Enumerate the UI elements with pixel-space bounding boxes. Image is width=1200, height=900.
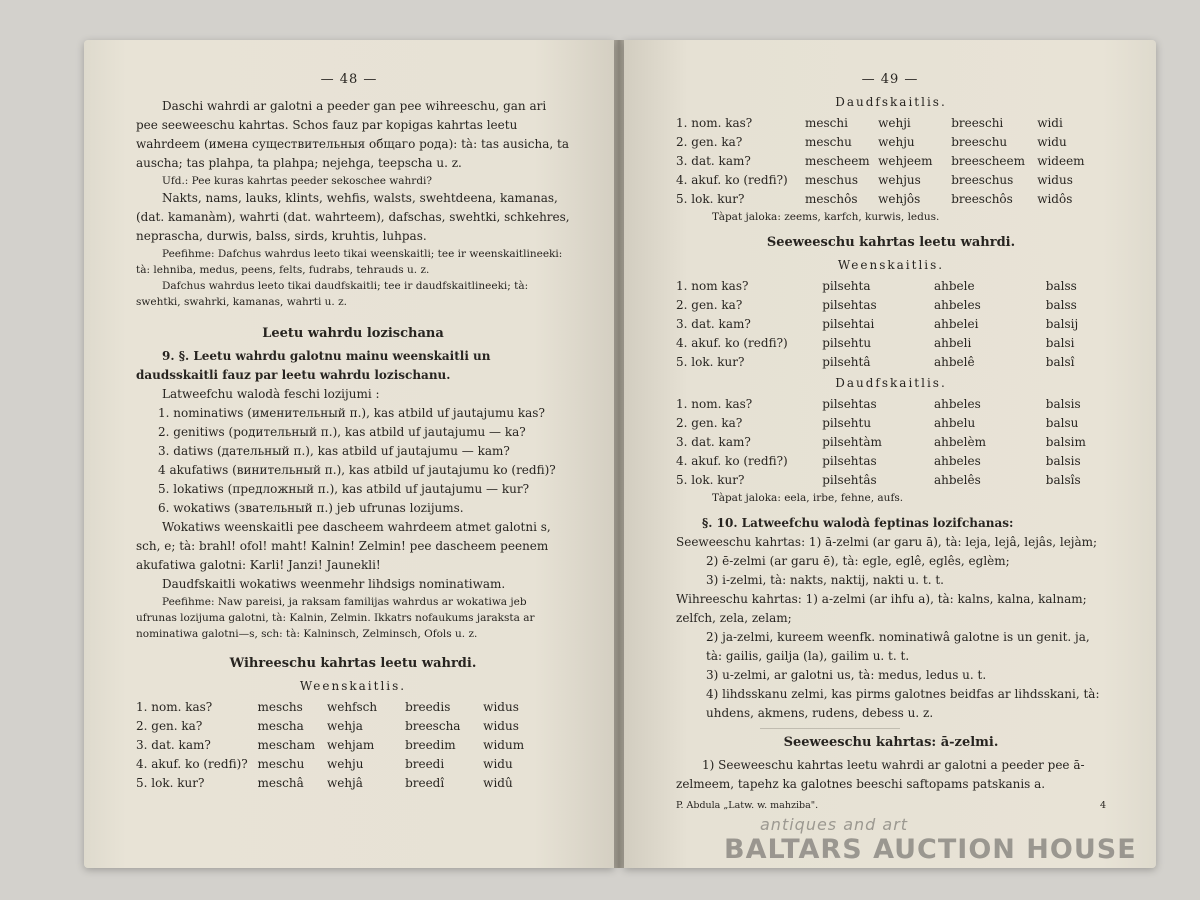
- table-cell: ahbelèm: [933, 435, 986, 449]
- table-cell: ahbelu: [933, 416, 976, 430]
- footer-citation: P. Abdula „Latw. w. mahziba".: [676, 800, 819, 811]
- table-cell: meschi: [805, 116, 848, 130]
- table-cell: 1. nom kas?: [676, 279, 749, 293]
- table-cell: balss: [1045, 298, 1077, 312]
- note-singular: Peefihme: Dafchus wahrdus leeto tikai weenskaitli; tee ir weenskaitlineeki: tà: lehniba, medus, peens, felts, fudrabs, tehrauds u. z.: [136, 248, 563, 276]
- table-cell: pilsehtu: [822, 336, 872, 350]
- table-cell: wehjôs: [878, 192, 921, 206]
- intro-paragraph: Daschi wahrdi ar galotni a peeder gan pee wihreeschu, gan ari pee seeweeschu kahrtas. Schos fauz par kopigas kahrtas leetu wahrdeem (имена существительныя общаго рода): tà: tas ausicha, ta auscha; tas plahpa, ta plahpa; nejehga, teepscha u. z.: [136, 99, 569, 170]
- table-row: [136, 698, 570, 717]
- fem-singular-table: [676, 277, 1106, 372]
- table-cell: 1. nom. kas?: [676, 116, 753, 130]
- table-cell: meschu: [805, 135, 852, 149]
- table-cell: wehfsch: [326, 700, 378, 714]
- table-cell: ahbelê: [933, 355, 975, 369]
- table-cell: breedi: [405, 757, 445, 771]
- plural-label: Daudfskaitlis.: [835, 95, 947, 109]
- table-cell: wehji: [878, 116, 911, 130]
- table-cell: meschâ: [257, 776, 304, 790]
- table-cell: ahbeles: [933, 298, 981, 312]
- table-row: [676, 433, 1106, 452]
- table-cell: 5. lok. kur?: [136, 776, 205, 790]
- table-cell: 4. akuf. ko (redfi?): [676, 336, 788, 350]
- table-cell: breescheem: [951, 154, 1025, 168]
- table-cell: balsim: [1045, 435, 1086, 449]
- table-cell: balss: [1045, 279, 1077, 293]
- table-cell: wehjeem: [878, 154, 933, 168]
- table-row: [676, 114, 1106, 133]
- table-cell: 5. lok. kur?: [676, 473, 745, 487]
- table-cell: breeschu: [951, 135, 1008, 149]
- table-row: [676, 171, 1106, 190]
- table-cell: wideem: [1037, 154, 1085, 168]
- table-cell: pilsehtâ: [822, 355, 871, 369]
- masc-example: Tàpat jaloka: zeems, karfch, kurwis, ledus.: [712, 211, 940, 223]
- table-cell: wehju: [878, 135, 915, 149]
- table-cell: pilsehtas: [822, 298, 877, 312]
- table-row: [676, 133, 1106, 152]
- table-row: [676, 296, 1106, 315]
- table-cell: widus: [483, 719, 519, 733]
- pencil-mark: [760, 698, 900, 729]
- table-row: [136, 755, 570, 774]
- cases-intro: Latweefchu walodà feschi lozijumi :: [162, 387, 380, 401]
- table-cell: widum: [483, 738, 525, 752]
- a-stem-heading: Seeweeschu kahrtas: ā-zelmi.: [783, 735, 999, 750]
- case-item: 3. datiws (дательный п.), kas atbild uf jautajumu — kam?: [158, 444, 510, 458]
- masc-group-2: 2) ja-zelmi, kureem weenfk. nominatiwâ galotne is un genit. ja, tà: gailis, gailja (la), gailim u. t. t.: [706, 630, 1090, 663]
- left-page: [84, 40, 614, 868]
- table-cell: 1. nom. kas?: [676, 397, 753, 411]
- table-cell: breedim: [405, 738, 456, 752]
- table-row: [676, 353, 1106, 372]
- table-cell: pilsehta: [822, 279, 871, 293]
- table-cell: balsî: [1045, 355, 1075, 369]
- table-cell: ahbeli: [933, 336, 972, 350]
- masc-group-4: 4) lihdsskanu zelmi, kas pirms galotnes beidfas ar lihdsskani, tà: uhdens, akmens, rudens, debess u. z.: [706, 687, 1100, 720]
- masc-heading: Wihreeschu kahrtas leetu wahrdi.: [229, 656, 477, 671]
- table-cell: balsîs: [1045, 473, 1081, 487]
- table-cell: mescha: [257, 719, 304, 733]
- table-cell: 5. lok. kur?: [676, 355, 745, 369]
- table-cell: 3. dat. kam?: [676, 154, 751, 168]
- table-cell: pilsehtâs: [822, 473, 877, 487]
- table-cell: 3. dat. kam?: [136, 738, 211, 752]
- table-cell: balsij: [1045, 317, 1079, 331]
- table-row: [136, 774, 570, 793]
- table-cell: 4. akuf. ko (redfi?): [676, 454, 788, 468]
- table-row: [136, 736, 570, 755]
- table-cell: 2. gen. ka?: [136, 719, 203, 733]
- table-cell: 4. akuf. ko (redfi?): [676, 173, 788, 187]
- case-item: 5. lokatiws (предложный п.), kas atbild uf jautajumu — kur?: [158, 482, 530, 496]
- table-cell: 4. akuf. ko (redfi)?: [136, 757, 248, 771]
- fem-group-1: Seeweeschu kahrtas: 1) ā-zelmi (ar garu ā), tà: leja, lejâ, lejâs, lejàm;: [676, 535, 1098, 549]
- table-row: [676, 315, 1106, 334]
- table-cell: 3. dat. kam?: [676, 435, 751, 449]
- fem-plural-label: Daudfskaitlis.: [835, 376, 947, 390]
- table-cell: ahbelês: [933, 473, 981, 487]
- case-item: 4 akufatiws (винительный п.), kas atbild uf jautajumu ko (redfi)?: [158, 463, 556, 477]
- table-cell: balsu: [1045, 416, 1079, 430]
- masc-plural-table: [676, 114, 1106, 209]
- table-row: [676, 190, 1106, 209]
- fem-plural-table: [676, 395, 1106, 490]
- table-cell: widu: [1037, 135, 1067, 149]
- table-cell: breedî: [405, 776, 445, 790]
- section-heading: Leetu wahrdu lozischana: [262, 326, 444, 341]
- case-list: [136, 404, 570, 518]
- table-cell: wehju: [326, 757, 364, 771]
- table-cell: balsis: [1045, 454, 1081, 468]
- table-row: [676, 452, 1106, 471]
- table-cell: widu: [483, 757, 513, 771]
- vocative-text: Wokatiws weenskaitli pee dascheem wahrdeem atmet galotni s, sch, e; tà: brahl! ofol! maht! Kalnin! Zelmin! pee dascheem peenem akufatiwa galotni: Karli! Janzi! Jaunekli!: [136, 520, 551, 572]
- masc-singular-table: [136, 698, 570, 793]
- fem-group-3: 3) i-zelmi, tà: nakts, naktij, nakti u. t. t.: [706, 573, 944, 587]
- table-cell: ahbeles: [933, 397, 981, 411]
- table-row: [676, 277, 1106, 296]
- table-cell: widû: [483, 776, 513, 790]
- watermark-tagline: antiques and art: [760, 815, 909, 834]
- page-number-left: — 48 —: [320, 72, 378, 87]
- page-number-right: — 49 —: [861, 72, 919, 87]
- exercise-question: Ufd.: Pee kuras kahrtas peeder sekoschee wahrdi?: [162, 175, 433, 187]
- word-list: Nakts, nams, lauks, klints, wehfis, walsts, swehtdeena, kamanas, (dat. kamanàm), wahrti (dat. wahrteem), dafschas, swehtki, schkehres, neprascha, durwis, balss, sirds, kruhtis, luhpas.: [136, 191, 570, 243]
- table-cell: breeschôs: [951, 192, 1013, 206]
- table-cell: balsi: [1045, 336, 1075, 350]
- table-cell: pilsehtàm: [822, 435, 882, 449]
- table-cell: widôs: [1037, 192, 1073, 206]
- case-item: 1. nominatiws (именительный п.), kas atbild uf jautajumu kas?: [158, 406, 545, 420]
- table-cell: 2. gen. ka?: [676, 298, 743, 312]
- table-cell: ahbelei: [933, 317, 979, 331]
- table-cell: breeschi: [951, 116, 1004, 130]
- plural-vocative: Daudfskaitli wokatiws weenmehr lihdsigs nominatiwam.: [162, 577, 506, 591]
- fem-singular-label: Weenskaitlis.: [837, 258, 945, 272]
- table-cell: ahbele: [933, 279, 975, 293]
- right-page: [624, 40, 1156, 868]
- table-row: [676, 414, 1106, 433]
- table-cell: breeschus: [951, 173, 1014, 187]
- table-cell: 3. dat. kam?: [676, 317, 751, 331]
- table-cell: 5. lok. kur?: [676, 192, 745, 206]
- fem-heading: Seeweeschu kahrtas leetu wahrdi.: [766, 235, 1016, 250]
- table-cell: wehjâ: [326, 776, 363, 790]
- table-cell: widi: [1037, 116, 1063, 130]
- table-row: [676, 334, 1106, 353]
- table-cell: mescheem: [805, 154, 870, 168]
- table-cell: meschs: [257, 700, 303, 714]
- a-stem-paragraph: 1) Seeweeschu kahrtas leetu wahrdi ar galotni a peeder pee ā-zelmeem, tapehz ka galotnes beeschi saftopams patskanis a.: [676, 758, 1085, 791]
- table-cell: meschu: [257, 757, 305, 771]
- table-row: [676, 471, 1106, 490]
- table-cell: wehjam: [326, 738, 375, 752]
- table-cell: mescham: [257, 738, 316, 752]
- table-cell: 2. gen. ka?: [676, 416, 743, 430]
- note-familynames: Peefihme: Naw pareisi, ja raksam familijas wahrdus ar wokatiwa jeb ufrunas lozijuma galotni, tà: Kalnin, Zelmin. Ikkatrs nofaukums jaraksta ar nominatiwa galotni—s, sch: tà: Kalninsch, Zelminsch, Ofols u. z.: [136, 596, 535, 640]
- table-cell: pilsehtu: [822, 416, 872, 430]
- table-cell: pilsehtai: [822, 317, 875, 331]
- table-cell: breedis: [405, 700, 451, 714]
- masc-group-1: Wihreeschu kahrtas: 1) a-zelmi (ar ihfu a), tà: kalns, kalna, kalnam; zelfch, zela, zelam;: [676, 592, 1087, 625]
- fem-group-2: 2) ē-zelmi (ar garu ē), tà: egle, eglê, eglês, eglèm;: [706, 554, 1010, 568]
- table-cell: wehjus: [878, 173, 921, 187]
- table-row: [136, 717, 570, 736]
- table-row: [676, 395, 1106, 414]
- table-cell: pilsehtas: [822, 397, 877, 411]
- table-cell: 2. gen. ka?: [676, 135, 743, 149]
- masc-group-3: 3) u-zelmi, ar galotni us, tà: medus, ledus u. t.: [706, 668, 987, 682]
- table-cell: balsis: [1045, 397, 1081, 411]
- paragraph-9: 9. §. Leetu wahrdu galotnu mainu weenskaitli un daudsskaitli fauz par leetu wahrdu lozischanu.: [136, 349, 491, 382]
- table-cell: ahbeles: [933, 454, 981, 468]
- singular-label: Weenskaitlis.: [299, 679, 407, 693]
- watermark-brand: BALTARS AUCTION HOUSE: [724, 834, 1137, 865]
- table-cell: wehja: [326, 719, 363, 733]
- table-cell: meschôs: [805, 192, 858, 206]
- table-row: [676, 152, 1106, 171]
- fem-example: Tàpat jaloka: eela, irbe, fehne, aufs.: [712, 492, 904, 504]
- table-cell: pilsehtas: [822, 454, 877, 468]
- table-cell: meschus: [805, 173, 858, 187]
- table-cell: 1. nom. kas?: [136, 700, 213, 714]
- table-cell: breescha: [405, 719, 461, 733]
- paragraph-10: §. 10. Latweefchu walodà feptinas lozifchanas:: [702, 516, 1014, 530]
- table-cell: widus: [483, 700, 519, 714]
- note-plural: Dafchus wahrdus leeto tikai daudfskaitli; tee ir daudfskaitlineeki; tà: swehtki, swahrki, kamanas, wahrti u. z.: [136, 280, 529, 308]
- case-item: 2. genitiws (родительный п.), kas atbild uf jautajumu — ka?: [158, 425, 526, 439]
- table-cell: widus: [1037, 173, 1073, 187]
- footer-signature-number: 4: [1099, 800, 1106, 811]
- case-item: 6. wokatiws (звательный п.) jeb ufrunas lozijums.: [158, 501, 464, 515]
